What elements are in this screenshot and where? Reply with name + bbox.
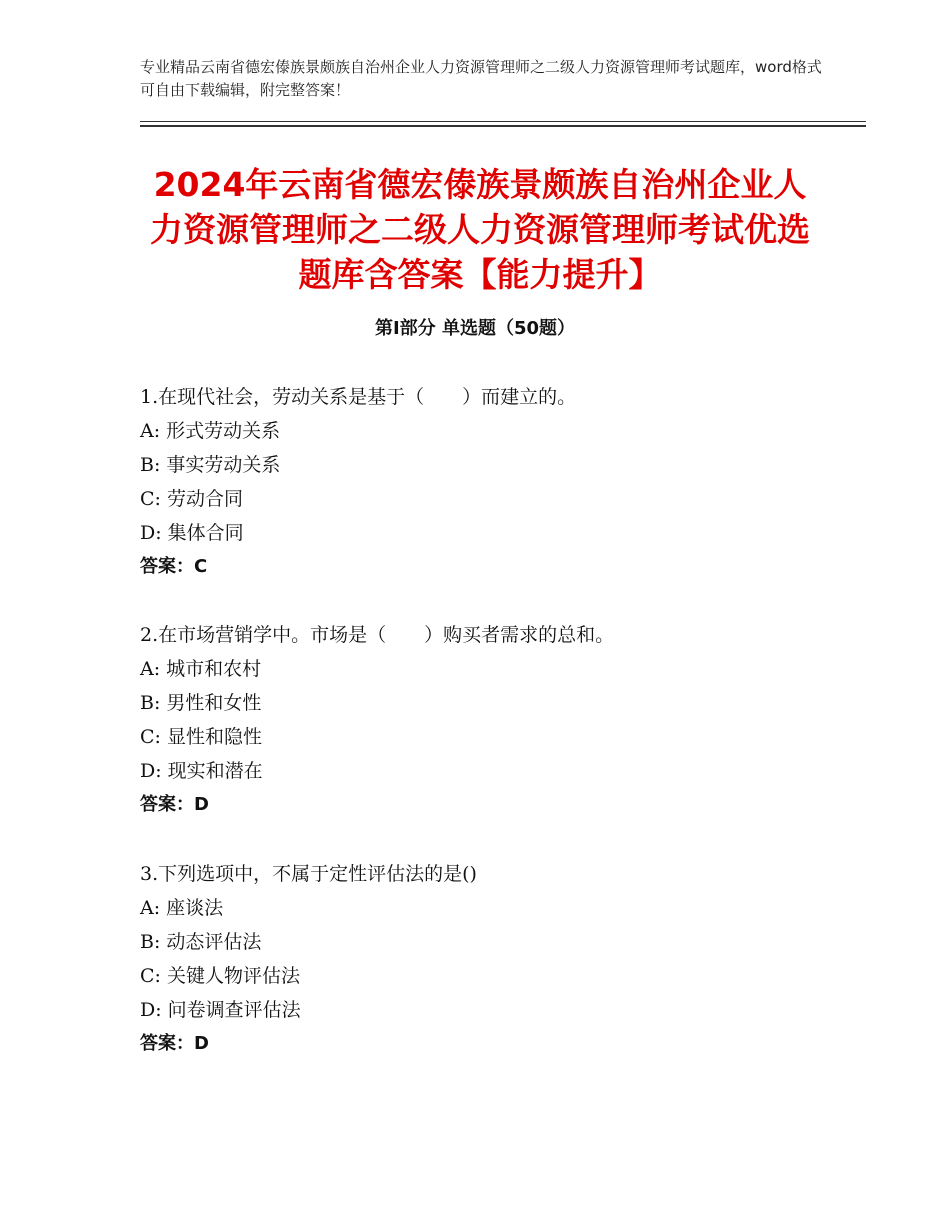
document-title: 2024年云南省德宏傣族景颇族自治州企业人力资源管理师之二级人力资源管理师考试优选题库含答案【能力提升】 [150, 165, 810, 294]
option-b: B: 男性和女性 [140, 692, 262, 714]
question-stem: 2.在市场营销学中。市场是（ ）购买者需求的总和。 [140, 624, 615, 646]
option-b: B: 事实劳动关系 [140, 454, 281, 476]
header-divider-thick [140, 125, 866, 127]
option-b: B: 动态评估法 [140, 931, 262, 953]
option-d: D: 集体合同 [140, 522, 244, 544]
answer: 答案：C [140, 556, 208, 577]
option-d: D: 现实和潜在 [140, 760, 263, 782]
question-3 [140, 857, 860, 1061]
question-stem: 1.在现代社会，劳动关系是基于（ ）而建立的。 [140, 386, 577, 408]
answer: 答案：D [140, 794, 209, 815]
header-divider-thin [140, 121, 866, 122]
option-c: C: 关键人物评估法 [140, 965, 300, 987]
question-stem: 3.下列选项中，不属于定性评估法的是() [140, 863, 477, 885]
option-d: D: 问卷调查评估法 [140, 999, 301, 1021]
question-1 [140, 380, 860, 584]
option-a: A: 形式劳动关系 [140, 420, 281, 442]
option-c: C: 劳动合同 [140, 488, 243, 510]
header-note: 专业精品云南省德宏傣族景颇族自治州企业人力资源管理师之二级人力资源管理师考试题库，word格式可自由下载编辑，附完整答案！ [140, 58, 822, 99]
question-2 [140, 618, 860, 822]
section-title: 第Ⅰ部分 单选题（50题） [374, 318, 575, 339]
option-c: C: 显性和隐性 [140, 726, 262, 748]
option-a: A: 座谈法 [140, 897, 224, 919]
option-a: A: 城市和农村 [140, 658, 262, 680]
answer: 答案：D [140, 1033, 209, 1054]
